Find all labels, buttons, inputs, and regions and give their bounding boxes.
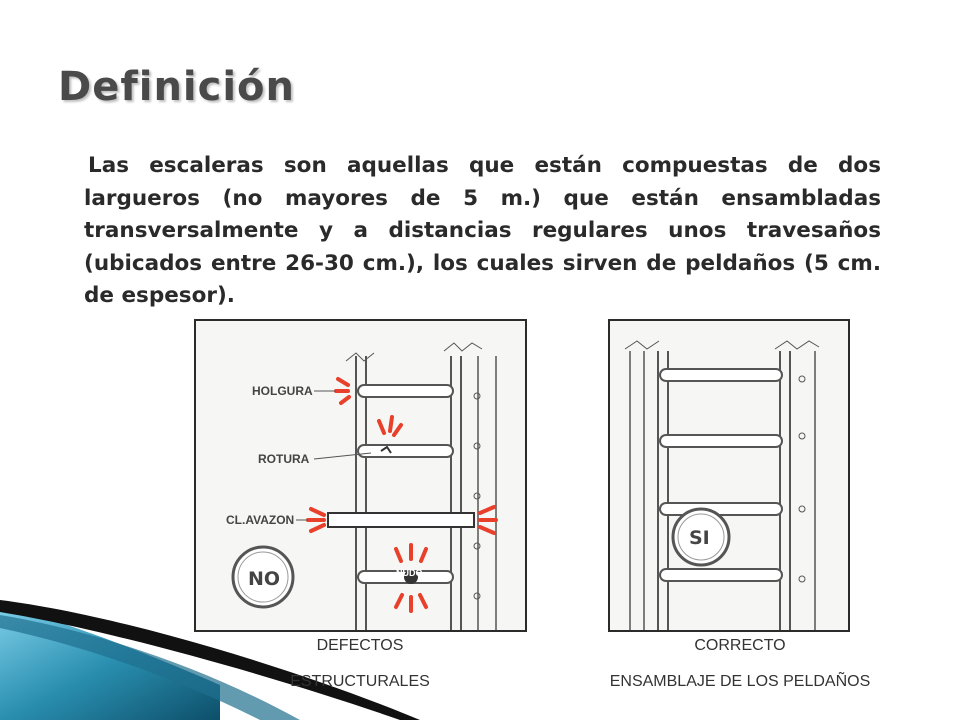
correct-ladder-illustration [608, 319, 850, 632]
label-holgura: HOLGURA [252, 384, 313, 398]
slide-title: Definición [58, 64, 296, 110]
label-rotura: ROTURA [258, 452, 310, 466]
correct-ladder-drawing [610, 321, 850, 632]
stamp-no: NO [248, 568, 281, 590]
defects-ladder-illustration [194, 319, 527, 632]
defects-ladder-drawing [196, 321, 527, 632]
definition-paragraph: Las escaleras son aquellas que están compuestas de dos largueros (no mayores de 5 m.) que están ensambladas transversalmente y a distancias regulares unos travesaños (ubicados entre 26-30 cm.), los cuales sirven de peldaños (5 cm. de espesor). [84, 153, 881, 308]
caption-correct-line2: ENSAMBLAJE DE LOS PELDAÑOS [609, 673, 871, 690]
caption-defects [260, 628, 460, 700]
stamp-si: SI [689, 527, 710, 549]
caption-defects-line1: DEFECTOS [316, 637, 404, 654]
caption-correct [580, 628, 900, 700]
caption-defects-line2: ESTRUCTURALES [290, 673, 430, 690]
label-nudo: NUDO [396, 568, 423, 578]
caption-correct-line1: CORRECTO [694, 637, 786, 654]
label-clavazon: CL.AVAZON [226, 513, 295, 527]
